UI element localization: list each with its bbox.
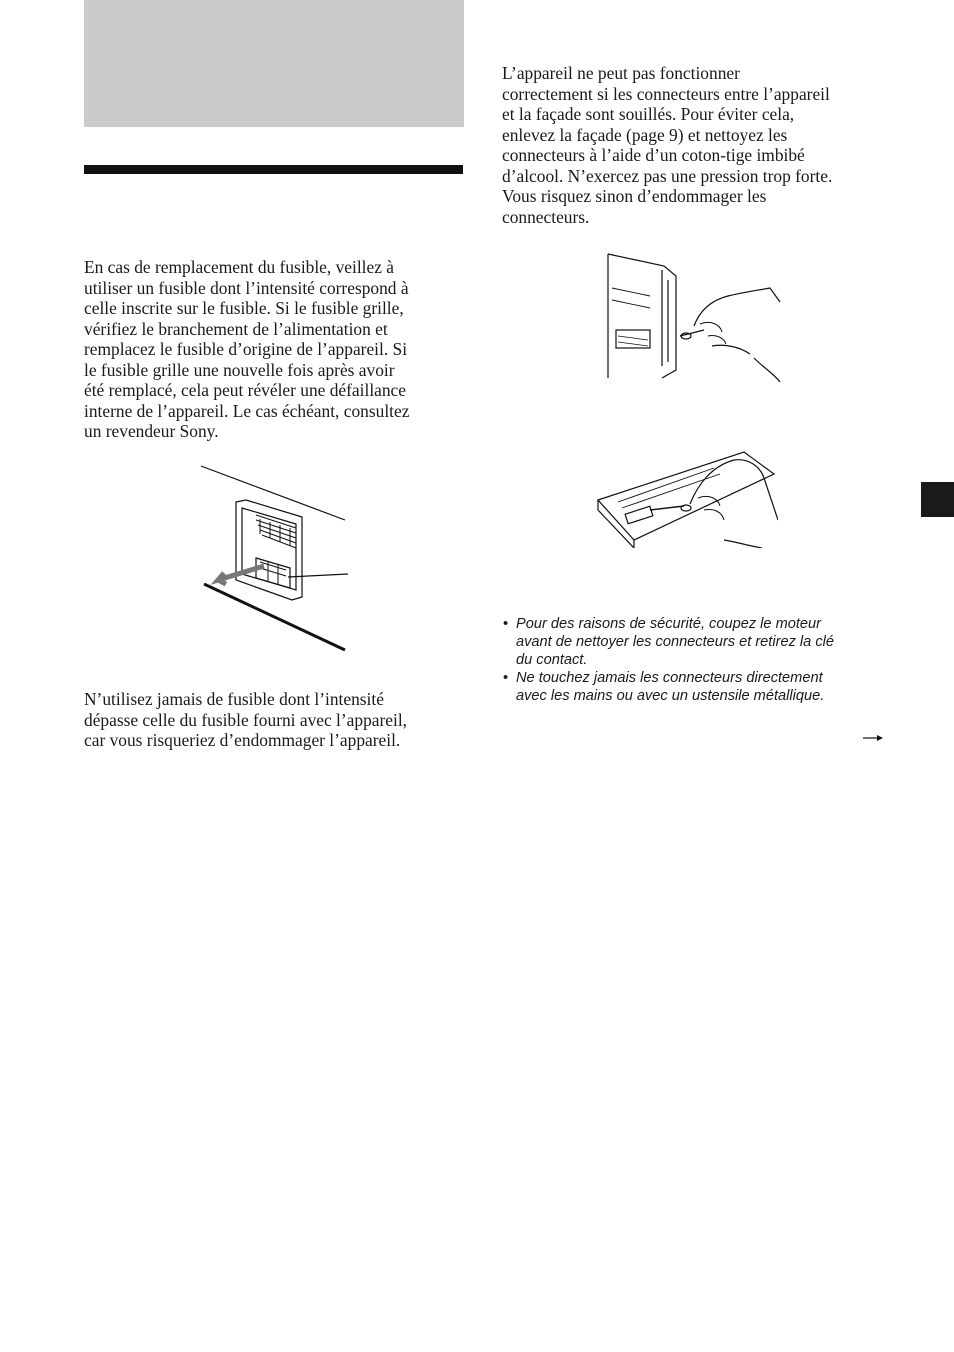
note-text: Ne touchez jamais les connecteurs directement avec les mains ou avec un ustensile métallique.	[516, 670, 825, 704]
unit-cleaning-illustration	[604, 250, 782, 384]
hand-fingers	[700, 322, 726, 344]
unit-body-outline	[608, 254, 676, 378]
notes-list	[503, 615, 893, 705]
connector-pins	[618, 336, 648, 346]
unit-front-frame	[662, 270, 668, 366]
fuse-contacts	[256, 515, 296, 548]
swab-tip	[681, 505, 691, 511]
hand-outline-icon	[694, 288, 780, 382]
bullet-glyph: •	[503, 670, 509, 686]
list-item	[503, 669, 893, 705]
fuse-callout-line	[288, 574, 348, 577]
panel-connector	[625, 506, 653, 524]
list-item	[503, 615, 893, 669]
unit-edge-line	[201, 466, 345, 520]
header-gray-block	[84, 0, 464, 127]
connector-cleaning-paragraph: L’appareil ne peut pas fonctionner correctement si les connecteurs entre l’appareil et la façade sont souillés. Pour éviter cela, enlevez la façade (page 9) et nettoyez les connecteurs à l’aide d’un coton-tige imbibé d’alcool. N’exercez pas une pression trop forte. Vous risquez sinon d’endommager les connecteurs.	[502, 63, 833, 227]
section-tab-marker	[921, 482, 954, 517]
front-panel-outline	[598, 452, 774, 540]
fuse-holder-outline	[236, 500, 302, 600]
hand-outline-icon	[690, 460, 778, 548]
fuse-replacement-paragraph: En cas de remplacement du fusible, veillez à utiliser un fusible dont l’intensité correspond à celle inscrite sur le fusible. Si le fusible grille, vérifiez le branchement de l’alimentation et remplacez le fusible d’origine de l’appareil. Si le fusible grille une nouvelle fois après avoir été remplacé, cela peut révéler une défaillance interne de l’appareil. Le cas échéant, consultez un revendeur Sony.	[84, 257, 410, 441]
unit-slot-lines	[612, 288, 650, 308]
fuse-removal-illustration	[198, 462, 350, 652]
cotton-swab-icon	[650, 506, 684, 510]
bullet-glyph: •	[503, 616, 509, 632]
right-arrow-icon	[862, 727, 884, 749]
section-title-rule	[84, 165, 463, 174]
note-text: Pour des raisons de sécurité, coupez le moteur avant de nettoyer les connecteurs et retirez la clé du contact.	[516, 616, 834, 668]
fuse-warning-paragraph: N’utilisez jamais de fusible dont l’intensité dépasse celle du fusible fourni avec l’appareil, car vous risqueriez d’endommager l’appareil.	[84, 689, 408, 750]
front-panel-cleaning-illustration	[594, 448, 778, 548]
